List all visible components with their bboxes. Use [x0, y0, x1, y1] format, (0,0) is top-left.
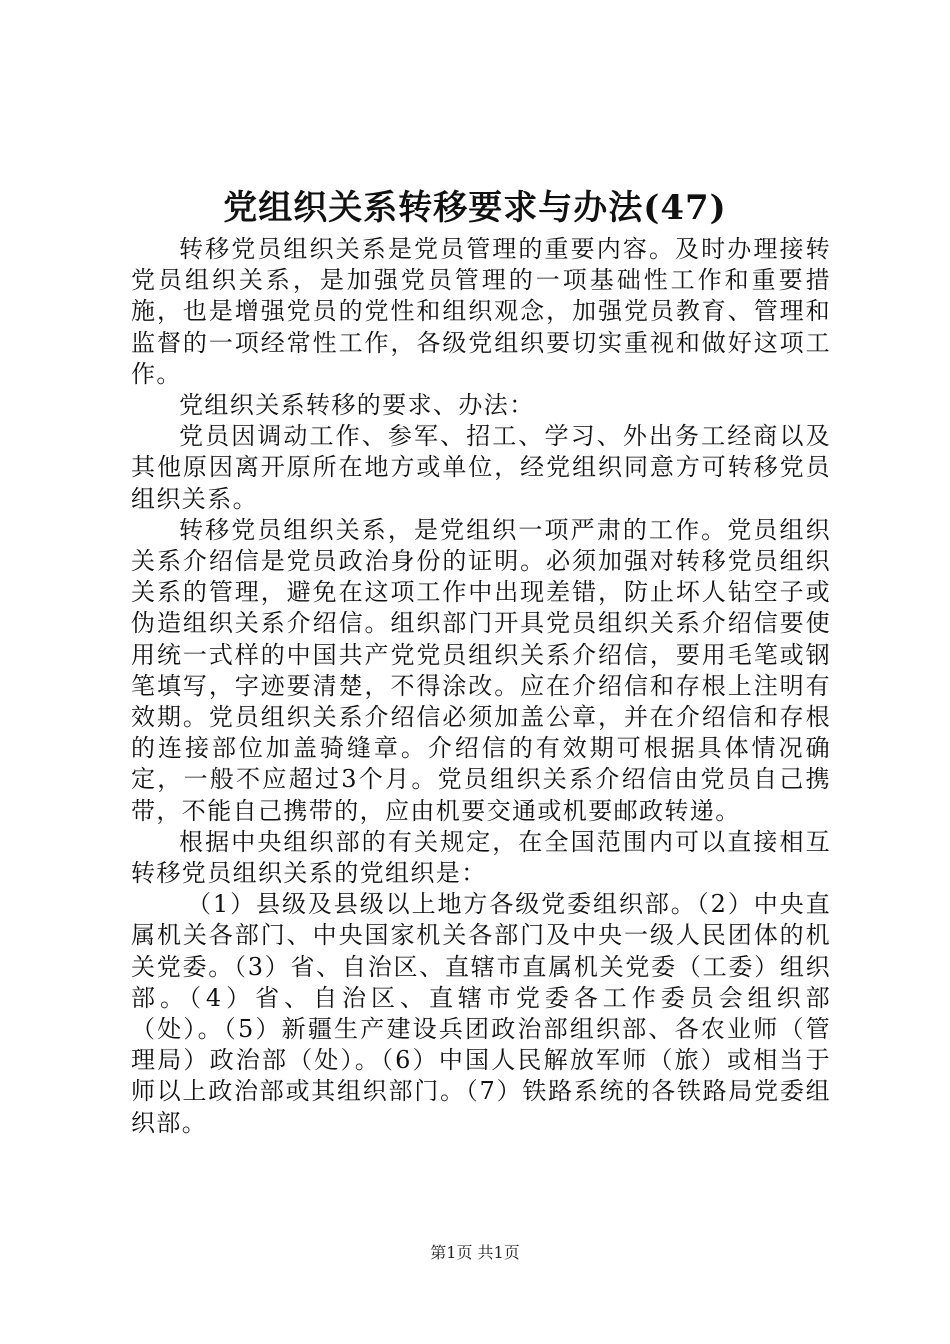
paragraph-requirements-heading: 党组织关系转移的要求、办法：	[179, 391, 535, 420]
paragraph-transfer-reasons: 党员因调动工作、参军、招工、学习、外出务工经商以及其他原因离开原所在地方或单位，经党组织同意方可转移党员组织关系。	[131, 422, 831, 513]
page-number-footer: 第1页 共1页	[430, 1243, 520, 1262]
paragraph-introduction-letter: 转移党员组织关系，是党组织一项严肃的工作。党员组织关系介绍信是党员政治身份的证明。必须加强对转移党员组织关系的管理，避免在这项工作中出现差错，防止坏人钻空子或伪造组织关系介绍信。组织部门开具党员组织关系介绍信要使用统一式样的中国共产党党员组织关系介绍信，要用毛笔或钢笔填写，字迹要清楚，不得涂改。应在介绍信和存根上注明有效期。党员组织关系介绍信必须加盖公章，并在介绍信和存根的连接部位加盖骑缝章。介绍信的有效期可根据具体情况确定，一般不应超过3个月。党员组织关系介绍信由党员自己携带，不能自己携带的，应由机要交通或机要邮政转递。	[131, 515, 831, 825]
paragraph-central-regulations: 根据中央组织部的有关规定，在全国范围内可以直接相互转移党员组织关系的党组织是：	[131, 827, 831, 888]
paragraph-intro: 转移党员组织关系是党员管理的重要内容。及时办理接转党员组织关系，是加强党员管理的一项基础性工作和重要措施，也是增强党员的党性和组织观念，加强党员教育、管理和监督的一项经常性工作，各级党组织要切实重视和做好这项工作。	[131, 235, 831, 388]
document-body	[131, 234, 831, 1139]
document-title: 党组织关系转移要求与办法(47)	[223, 188, 727, 228]
paragraph-organization-list: （1）县级及县级以上地方各级党委组织部。（2）中央直属机关各部门、中央国家机关各部门及中央一级人民团体的机关党委。（3）省、自治区、直辖市直属机关党委（工委）组织部。（4）省、自治区、直辖市党委各工作委员会组织部（处）。（5）新疆生产建设兵团政治部组织部、各农业师（管理局）政治部（处）。（6）中国人民解放军师（旅）或相当于师以上政治部或其组织部门。（7）铁路系统的各铁路局党委组织部。	[131, 890, 831, 1137]
